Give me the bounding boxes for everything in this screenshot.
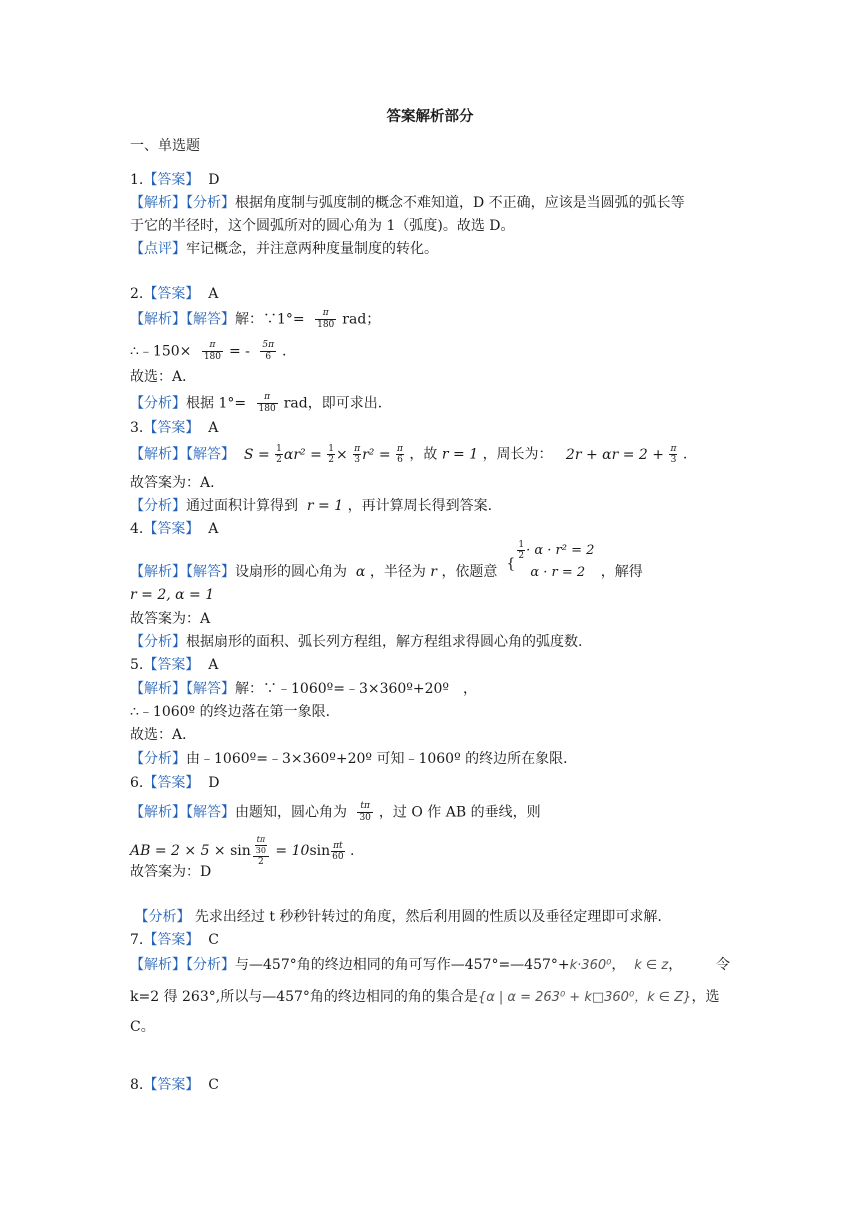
formula-image-kinz: k ∈ z <box>634 958 669 973</box>
q7-explain-line3: C。 <box>130 1019 155 1035</box>
q5-conclusion: 故选：A． <box>130 727 197 743</box>
q4-conclusion: 故答案为：A <box>130 611 211 627</box>
fraction: $\frac{\pi}{180}$ <box>317 308 335 330</box>
q5-answer-line: 5.【答案】 A <box>130 657 219 673</box>
q6-answer: D <box>208 775 220 791</box>
q5-solution-line2: ∴﹣1060º 的终边落在第一象限． <box>130 704 340 720</box>
q1-explain-line1: 【解析】【分析】根据角度制与弧度制的概念不难知道，D 不正确，应该是当圆弧的弧长等 <box>130 195 685 211</box>
q2-solution-line2: ∴﹣150× $\frac{\pi}{180}$ = - $\frac{5\pi}{6}$ . <box>130 340 287 362</box>
q3-analysis: 【分析】通过面积计算得到 r = 1 ，再计算周长得到答案. <box>130 498 493 514</box>
q2-solution-line1: 【解析】【解答】解：∵1°= $\frac{\pi}{180}$ rad； <box>130 308 381 330</box>
answer-tag: 【答案】 <box>143 172 200 188</box>
formula-image-k360: k·360⁰ <box>569 958 612 973</box>
q2-conclusion: 故选：A． <box>130 369 197 385</box>
q5-answer: A <box>208 657 219 673</box>
q3-conclusion: 故答案为：A. <box>130 475 215 491</box>
q6-conclusion: 故答案为：D <box>130 864 212 880</box>
q3-answer: A <box>208 420 219 436</box>
q7-explain-line2: k=2 得 263°,所以与—457°角的终边相同的角的集合是{α | α = 263⁰ + k□360⁰，k ∈ Z}，选 <box>130 989 720 1005</box>
section-heading: 一、单选题 <box>130 138 200 154</box>
q3-solution-line1: 【解析】【解答】 S = $\frac{1}{2}$ αr² = $\frac{1}{2}$ × $\frac{\pi}{3}$ r² = $\frac{\pi}{6}$ ，故 r = 1 ，周长为： 2r + αr = 2 + $\frac{\pi}{3}$ . <box>130 444 688 465</box>
q4-answer: A <box>208 521 219 537</box>
perimeter-formula: 2r + αr = 2 + $\frac{\pi}{3}$ <box>565 444 677 465</box>
page-title: 答案解析部分 <box>386 108 474 125</box>
q4-answer-line: 4.【答案】 A <box>130 521 219 537</box>
q8-answer: C <box>208 1077 219 1093</box>
formula-image-set: {α | α = 263⁰ + k□360⁰，k ∈ Z} <box>477 990 692 1005</box>
q1-answer-line: 1.【答案】 D <box>130 172 220 188</box>
q5-analysis: 【分析】由﹣1060º=﹣3×360º+20º 可知﹣1060º 的终边所在象限． <box>130 751 578 767</box>
q7-explain-line1: 【解析】【分析】与—457°角的终边相同的角可写作—457°=—457°+k·360⁰， k ∈ z， 令 <box>130 957 730 973</box>
q2-answer-line: 2.【答案】 A <box>130 286 219 302</box>
q2-answer: A <box>208 286 219 302</box>
q1-answer: D <box>208 172 220 188</box>
q3-answer-line: 3.【答案】 A <box>130 420 219 436</box>
q1-explain-line2: 于它的半径时，这个圆弧所对的圆心角为 1（弧度)。故选 D。 <box>130 218 515 234</box>
equation-system: { $\frac{1}{2}$ · α · r² = 2 α · r = 2 <box>506 540 595 580</box>
q6-analysis: 【分析】 先求出经过 t 秒秒针转过的角度，然后利用圆的性质以及垂径定理即可求解. <box>134 909 662 925</box>
q8-answer-line: 8.【答案】 C <box>130 1077 219 1093</box>
fraction: $\frac{5\pi}{6}$ <box>262 340 275 362</box>
q4-solution-line1: 【解析】【解答】设扇形的圆心角为 α ，半径为 r ，依题意 { $\frac{1}{2}$ · α · r² = 2 α · r = 2 ，解得 <box>130 550 643 594</box>
area-formula: S = $\frac{1}{2}$ αr² = $\frac{1}{2}$ × $\frac{\pi}{3}$ r² = $\frac{\pi}{6}$ <box>243 444 403 465</box>
q6-answer-line: 6.【答案】 D <box>130 775 220 791</box>
q6-chord-formula: AB = 2 × 5 × sin $\frac{\frac{t\pi}{30}}{2}$ = 10sin $\frac{\pi t}{60}$ . <box>130 835 355 867</box>
q7-answer: C <box>208 932 219 948</box>
q4-result: r = 2, α = 1 <box>130 587 215 603</box>
fraction: $\frac{t\pi}{30}$ <box>359 801 371 823</box>
q6-solution-line1: 【解析】【解答】由题知，圆心角为 $\frac{t\pi}{30}$ ，过 O 作 AB 的垂线，则 <box>130 801 541 823</box>
q2-analysis: 【分析】根据 1°= $\frac{\pi}{180}$ rad，即可求出． <box>130 392 392 414</box>
q7-answer-line: 7.【答案】 C <box>130 932 219 948</box>
fraction: $\frac{\pi}{180}$ <box>258 392 276 414</box>
q1-comment: 【点评】牢记概念，并注意两种度量制度的转化。 <box>130 241 438 257</box>
document-page <box>130 0 730 1216</box>
q4-analysis: 【分析】根据扇形的面积、弧长列方程组，解方程组求得圆心角的弧度数. <box>130 634 583 650</box>
fraction: $\frac{\pi}{180}$ <box>203 340 221 362</box>
q5-solution-line1: 【解析】【解答】解：∵﹣1060º=﹣3×360º+20º ， <box>130 681 478 697</box>
